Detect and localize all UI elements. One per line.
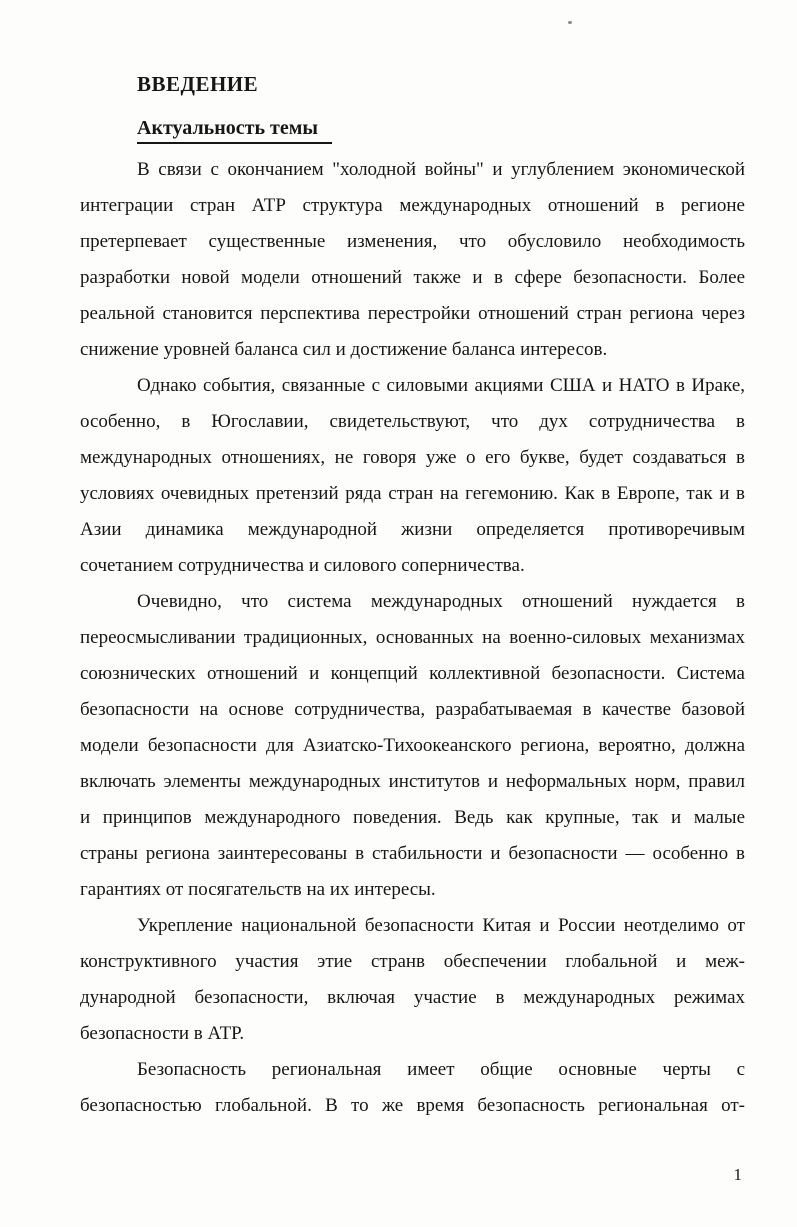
subsection-heading: Актуальность темы bbox=[137, 115, 332, 144]
text-line: Укрепление национальной безопасности Китая и России неотделимо от bbox=[137, 915, 745, 936]
text-line: переосмысливании традиционных, основанных на военно-силовых механизмах bbox=[80, 627, 745, 648]
text-line: условиях очевидных претензий ряда стран на гегемонию. Как в Европе, так и в bbox=[80, 483, 745, 504]
text-line: включать элементы международных институтов и неформальных норм, правил bbox=[80, 771, 745, 792]
text-line: безопасностью глобальной. В то же время безопасность региональная от- bbox=[80, 1095, 745, 1116]
text-line: и принципов международного поведения. Ведь как крупные, так и малые bbox=[80, 807, 745, 828]
text-line: безопасности на основе сотрудничества, разрабатываемая в качестве базовой bbox=[80, 699, 745, 720]
subheading-row bbox=[80, 111, 745, 148]
text-line: Однако события, связанные с силовыми акциями США и НАТО в Ираке, bbox=[137, 375, 745, 396]
text-line: особенно, в Югославии, свидетельствуют, что дух сотрудничества в bbox=[80, 411, 745, 432]
paragraph bbox=[80, 908, 745, 1052]
text-line: Азии динамика международной жизни определяется противоречивым bbox=[80, 519, 745, 540]
text-line: снижение уровней баланса сил и достижение баланса интересов. bbox=[80, 339, 608, 360]
text-line: дународной безопасности, включая участие в международных режимах bbox=[80, 987, 745, 1008]
text-line: конструктивного участия этие странв обеспечении глобальной и меж- bbox=[80, 951, 745, 972]
text-line: интеграции стран АТР структура международных отношений в регионе bbox=[80, 195, 745, 216]
text-line: разработки новой модели отношений также и в сфере безопасности. Более bbox=[80, 267, 745, 288]
page-content bbox=[80, 66, 745, 1124]
section-heading: ВВЕДЕНИЕ bbox=[137, 72, 259, 96]
text-line: безопасности в АТР. bbox=[80, 1023, 245, 1044]
text-line: Безопасность региональная имеет общие основные черты с bbox=[137, 1059, 745, 1080]
text-line: страны региона заинтересованы в стабильности и безопасности — особенно в bbox=[80, 843, 745, 864]
paragraph bbox=[80, 1052, 745, 1124]
text-line: союзнических отношений и концепций коллективной безопасности. Система bbox=[80, 663, 745, 684]
text-line: Очевидно, что система международных отношений нуждается в bbox=[137, 591, 745, 612]
paragraph bbox=[80, 152, 745, 368]
text-line: претерпевает существенные изменения, что обусловило необходимость bbox=[80, 231, 745, 252]
text-line: модели безопасности для Азиатско-Тихоокеанского региона, вероятно, должна bbox=[80, 735, 745, 756]
text-line: сочетанием сотрудничества и силового соперничества. bbox=[80, 555, 525, 576]
text-line: В связи с окончанием "холодной войны" и углублением экономической bbox=[137, 159, 745, 180]
page-number: 1 bbox=[733, 1165, 742, 1184]
paragraph bbox=[80, 368, 745, 584]
text-line: реальной становится перспектива перестройки отношений стран региона через bbox=[80, 303, 745, 324]
paragraph bbox=[80, 584, 745, 908]
paragraphs bbox=[80, 152, 745, 1124]
text-line: гарантиях от посягательств на их интересы. bbox=[80, 879, 436, 900]
text-line: международных отношениях, не говоря уже о его букве, будет создаваться в bbox=[80, 447, 745, 468]
scan-artifact-dot bbox=[568, 21, 572, 24]
